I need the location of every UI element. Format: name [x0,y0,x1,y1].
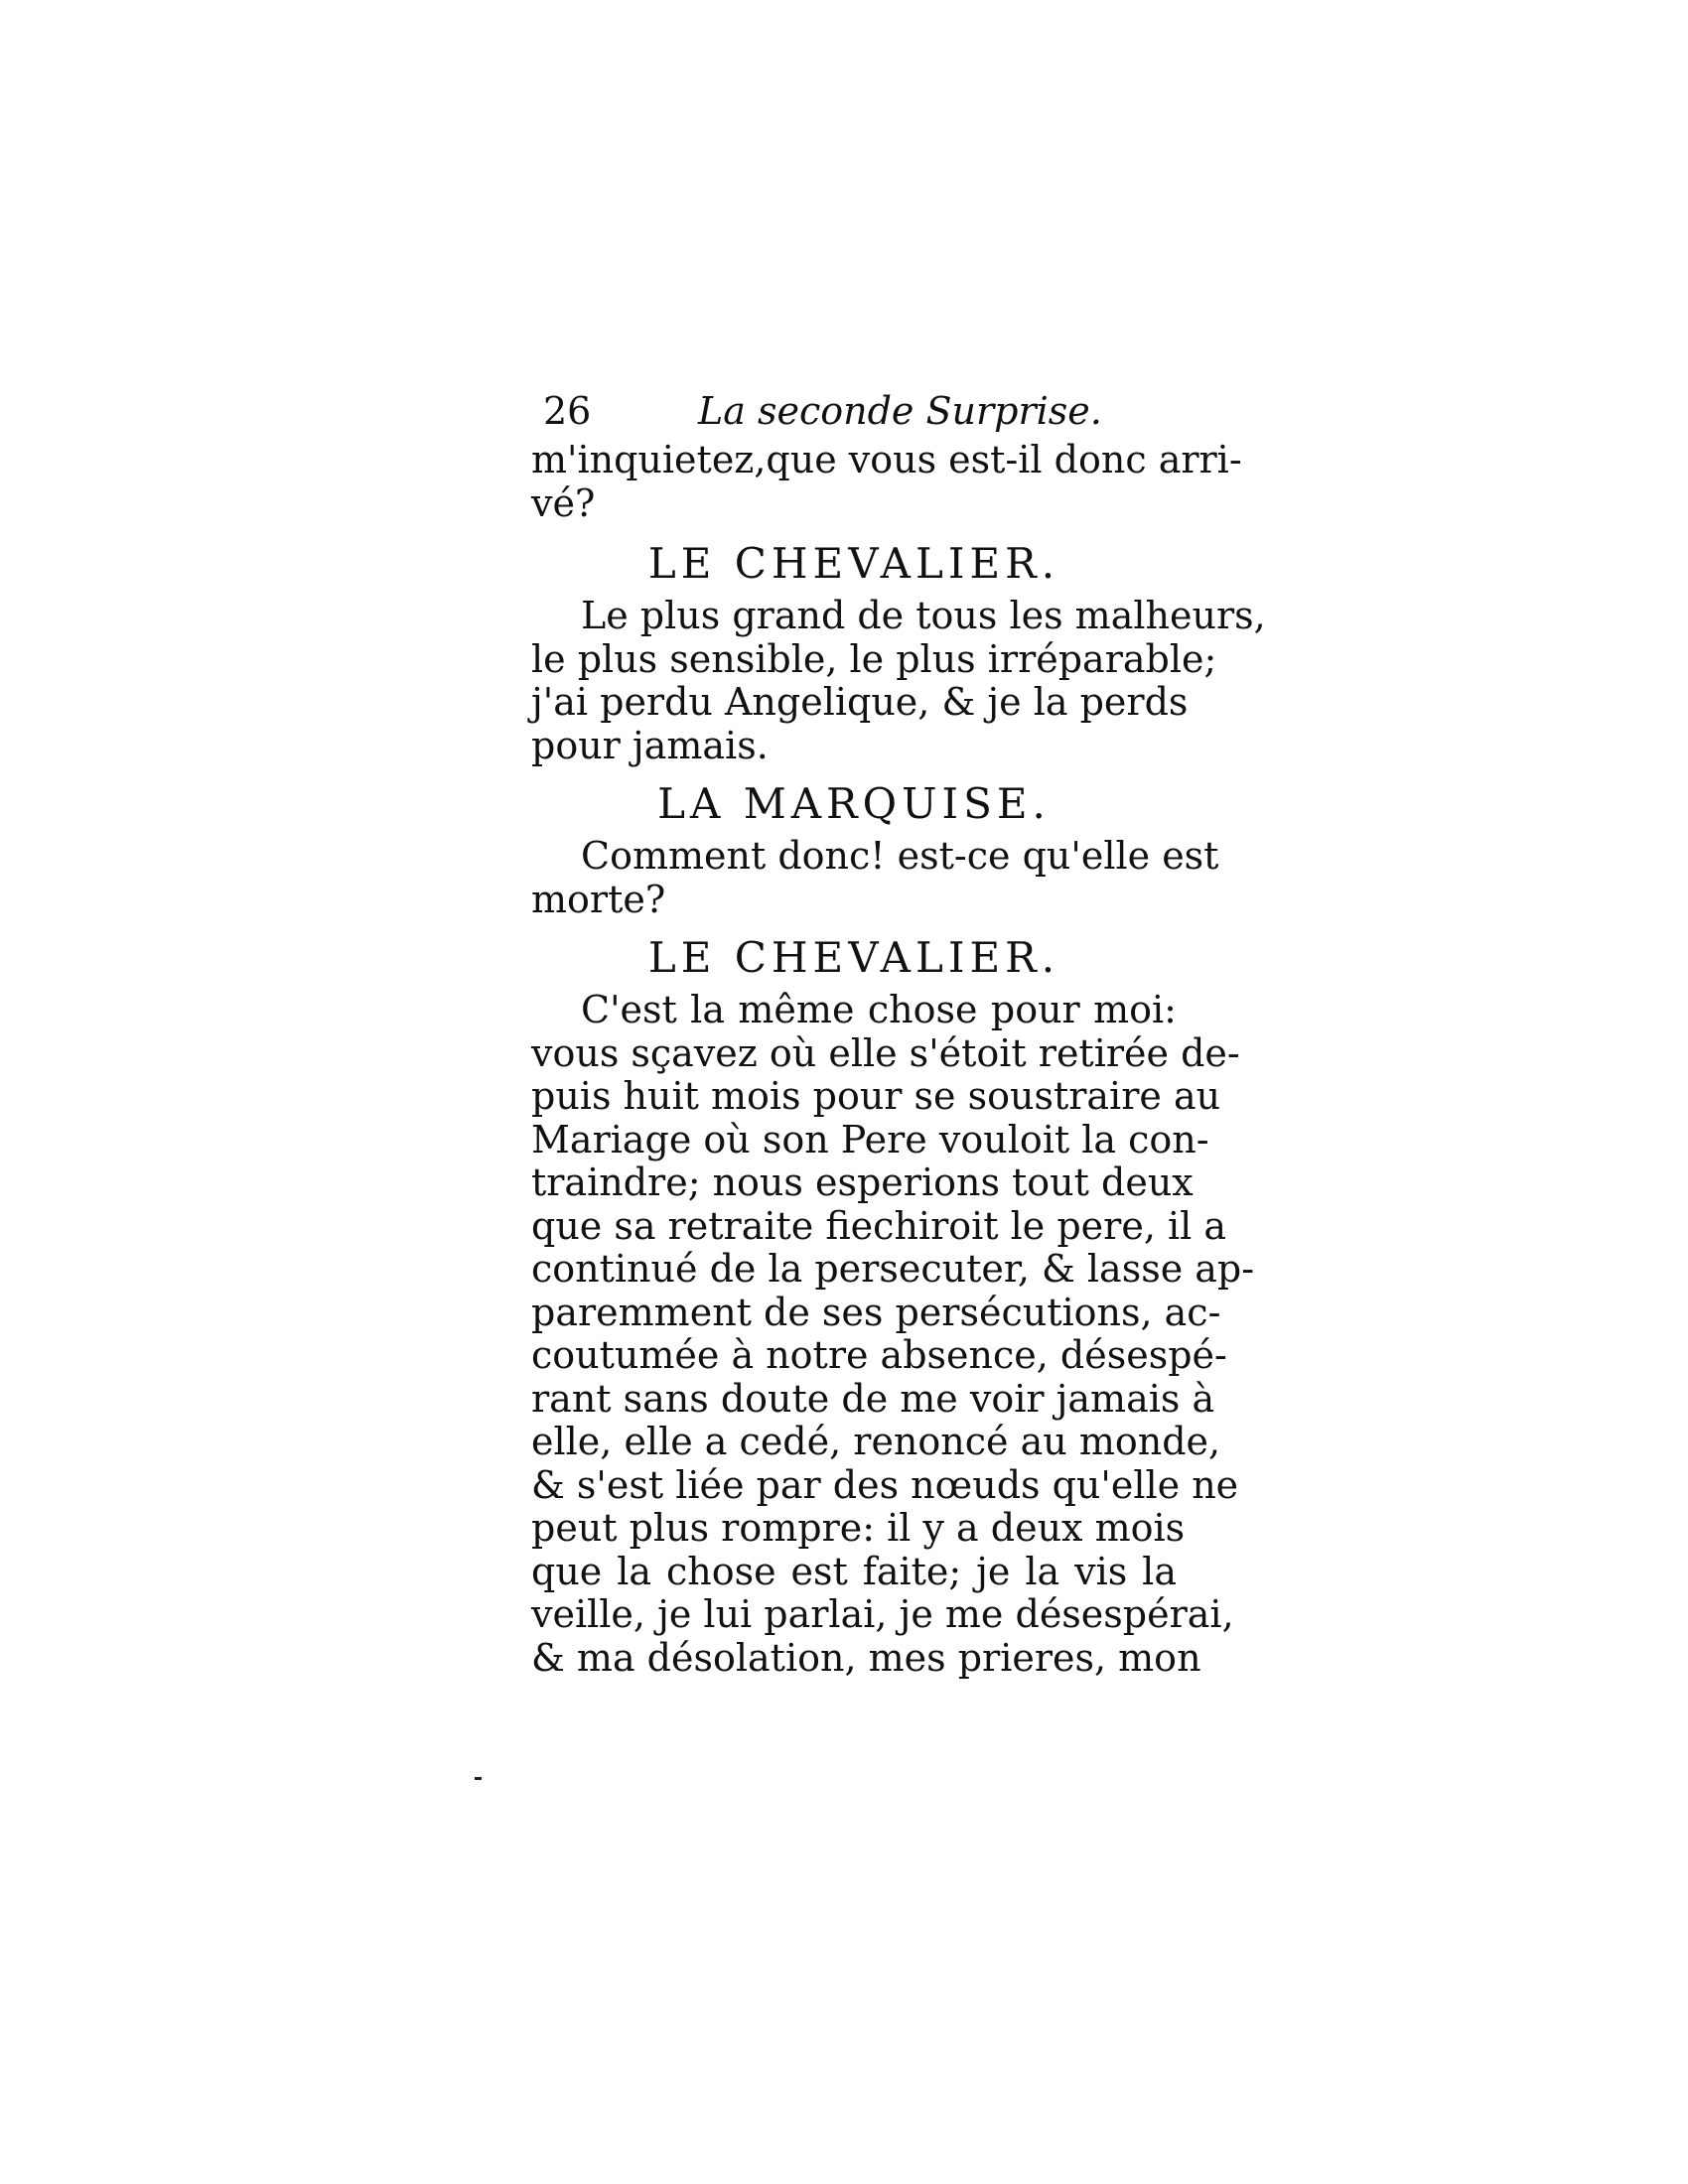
text-line: que la chose est faite; je la vis la [531,1549,1177,1593]
text-line: elle, elle a cedé, renoncé au monde, [531,1420,1221,1463]
running-header [531,389,1177,439]
text-line: j'ai perdu Angelique, & je la perds [531,680,1189,724]
text-line: veille, je lui parlai, je me désespérai, [531,1592,1234,1636]
text-line: paremment de ses persécutions, ac- [531,1290,1221,1334]
text-column [531,389,1266,1680]
speech [531,594,1266,767]
speech [531,988,1255,1680]
text-line: continué de la persecuter, & lasse ap- [531,1247,1255,1291]
running-title: La seconde Surprise. [698,389,1102,433]
text-line: Mariage où son Pere vouloit la con- [531,1117,1209,1161]
text-line: le plus sensible, le plus irréparable; [531,636,1217,681]
text-line: C'est la même chose pour moi: [581,988,1177,1031]
text-line: vous sçavez où elle s'étoit retirée de- [531,1030,1240,1075]
opening-text [531,438,1242,525]
page-number: 26 [543,389,592,433]
text-line: que sa retraite fiechiroit le pere, il a [531,1203,1227,1248]
text-line: m'inquietez,que vous est-il donc arri- [531,438,1242,481]
text-line: vé? [531,480,596,525]
speaker-heading: LE CHEVALIER. [647,539,1060,588]
text-line: rant sans doute de me voir jamais à [531,1376,1215,1421]
text-line: morte? [531,877,666,921]
text-line: Comment donc! est-ce qu'elle est [581,834,1219,878]
text-line: peut plus rompre: il y a deux mois [531,1506,1186,1550]
speaker-heading: LE CHEVALIER. [647,933,1060,982]
speech [531,834,1219,921]
ink-speck [475,1777,482,1780]
text-line: Le plus grand de tous les malheurs, [581,594,1266,637]
text-line: traindre; nous esperions tout deux [531,1160,1194,1204]
text-line: pour jamais. [531,723,769,767]
text-line: & ma désolation, mes prieres, mon [531,1635,1201,1680]
text-line: coutumée à notre absence, désespé- [531,1333,1227,1377]
text-line: puis huit mois pour se soustraire au [531,1074,1221,1118]
text-line: & s'est liée par des nœuds qu'elle ne [531,1462,1239,1507]
speaker-heading: LA MARQUISE. [657,779,1051,828]
